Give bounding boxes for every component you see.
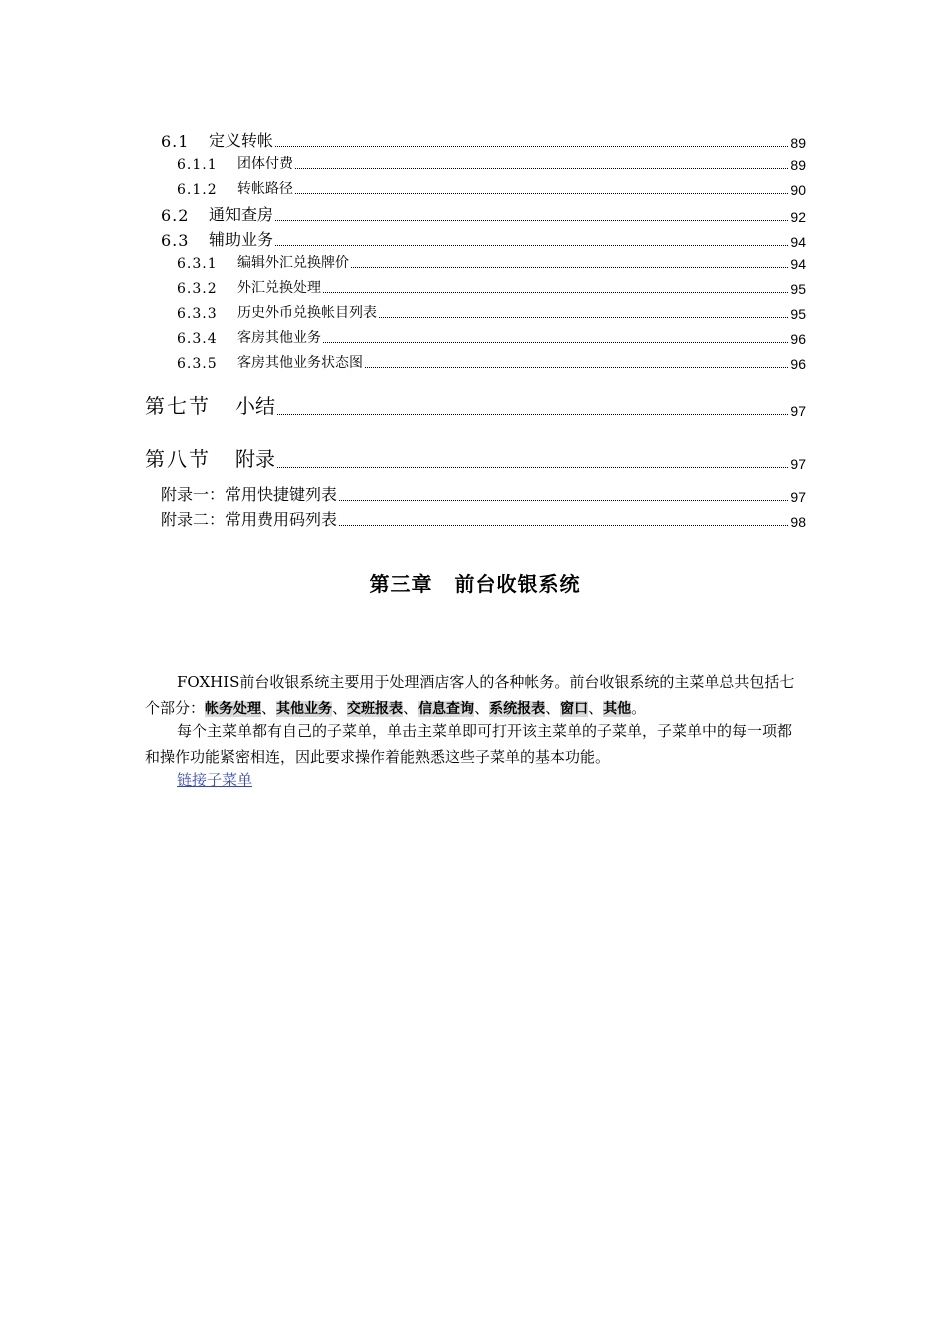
toc-page: 95 (790, 306, 806, 322)
dot-leader (339, 524, 788, 526)
toc-number: 6.3.2 (177, 281, 218, 297)
dot-leader (275, 244, 788, 246)
toc-title: 团体付费 (237, 156, 293, 172)
separator: 、 (545, 699, 561, 717)
submenu-link[interactable]: 链接子菜单 (177, 771, 253, 789)
toc-number: 6.3.5 (177, 356, 218, 372)
menu-name-shift-report: 交班报表 (347, 701, 404, 717)
separator: 、 (474, 699, 490, 717)
intro-paragraph-2 (145, 718, 805, 770)
menu-name-window: 窗口 (560, 701, 589, 717)
dot-leader (379, 316, 788, 318)
toc-page: 97 (790, 489, 806, 505)
dot-leader (323, 341, 788, 343)
toc-title: 客房其他业务状态图 (237, 355, 363, 371)
toc-entry-section-7[interactable] (145, 390, 806, 419)
toc-page: 95 (790, 281, 806, 297)
intro-text: FOXHIS前台收银系统主要用于处理酒店客人的各种帐务。前台收银系统的主菜单总共包括七个部分： (145, 673, 795, 717)
dot-leader (351, 266, 788, 268)
menu-name-info-query: 信息查询 (418, 701, 475, 717)
toc-page: 97 (790, 403, 806, 419)
toc-number: 6.1.1 (177, 157, 218, 173)
dot-leader (295, 192, 788, 194)
menu-name-other-business: 其他业务 (276, 701, 333, 717)
toc-entry-6-3-4[interactable] (177, 327, 806, 347)
toc-title: 小结 (235, 394, 275, 418)
intro-paragraph-1 (145, 669, 805, 722)
toc-number: 第八节 (145, 447, 211, 471)
toc-entry-6-1-2[interactable] (177, 178, 806, 198)
separator: 、 (332, 699, 348, 717)
period: 。 (631, 699, 647, 717)
menu-name-system-report: 系统报表 (489, 701, 546, 717)
toc-entry-6-2[interactable] (161, 202, 806, 225)
toc-title: 附录 (235, 447, 275, 471)
separator: 、 (403, 699, 419, 717)
toc-page: 90 (790, 182, 806, 198)
toc-number: 6.3 (161, 231, 190, 250)
toc-number: 6.3.4 (177, 331, 218, 347)
dot-leader (339, 499, 788, 501)
toc-number: 6.1 (161, 132, 190, 151)
toc-page: 94 (790, 256, 806, 272)
toc-entry-appendix-1[interactable] (161, 482, 806, 505)
toc-title: 通知查房 (209, 205, 274, 224)
toc-title: 辅助业务 (209, 230, 274, 249)
toc-title: 定义转帐 (209, 131, 274, 150)
toc-entry-section-8[interactable] (145, 443, 806, 472)
dot-leader (323, 291, 788, 293)
toc-title: 附录一：常用快捷键列表 (161, 485, 338, 504)
toc-entry-6-1[interactable] (161, 128, 806, 151)
separator: 、 (261, 699, 277, 717)
separator: 、 (588, 699, 604, 717)
toc-page: 89 (790, 135, 806, 151)
toc-title: 外汇兑换处理 (237, 280, 321, 296)
toc-page: 97 (790, 456, 806, 472)
toc-title: 历史外币兑换帐目列表 (237, 305, 377, 321)
toc-entry-appendix-2[interactable] (161, 507, 806, 530)
toc-entry-6-3[interactable] (161, 227, 806, 250)
toc-number: 6.1.2 (177, 182, 218, 198)
dot-leader (275, 145, 788, 147)
dot-leader (295, 167, 788, 169)
menu-name-accounting: 帐务处理 (205, 701, 262, 717)
toc-entry-6-1-1[interactable] (177, 153, 806, 173)
toc-number: 第七节 (145, 394, 211, 418)
toc-title: 编辑外汇兑换牌价 (237, 255, 349, 271)
toc-entry-6-3-1[interactable] (177, 252, 806, 272)
dot-leader (275, 219, 788, 221)
toc-page: 94 (790, 234, 806, 250)
chapter-title: 前台收银系统 (454, 572, 581, 596)
toc-page: 96 (790, 356, 806, 372)
toc-number: 6.3.3 (177, 306, 218, 322)
dot-leader (277, 466, 788, 468)
toc-page: 96 (790, 331, 806, 347)
intro-text-2: 每个主菜单都有自己的子菜单，单击主菜单即可打开该主菜单的子菜单，子菜单中的每一项都和操作功能紧密相连，因此要求操作着能熟悉这些子菜单的基本功能。 (145, 722, 793, 766)
toc-number: 6.3.1 (177, 256, 218, 272)
dot-leader (277, 413, 788, 415)
toc-title: 转帐路径 (237, 181, 293, 197)
toc-entry-6-3-3[interactable] (177, 302, 806, 322)
toc-entry-6-3-2[interactable] (177, 277, 806, 297)
chapter-number: 第三章 (369, 572, 433, 596)
toc-page: 92 (790, 209, 806, 225)
chapter-heading (0, 568, 950, 597)
toc-title: 客房其他业务 (237, 330, 321, 346)
dot-leader (365, 366, 788, 368)
toc-number: 6.2 (161, 206, 190, 225)
toc-entry-6-3-5[interactable] (177, 352, 806, 372)
toc-page: 98 (790, 514, 806, 530)
toc-title: 附录二：常用费用码列表 (161, 510, 338, 529)
menu-name-other: 其他 (603, 701, 632, 717)
toc-page: 89 (790, 157, 806, 173)
